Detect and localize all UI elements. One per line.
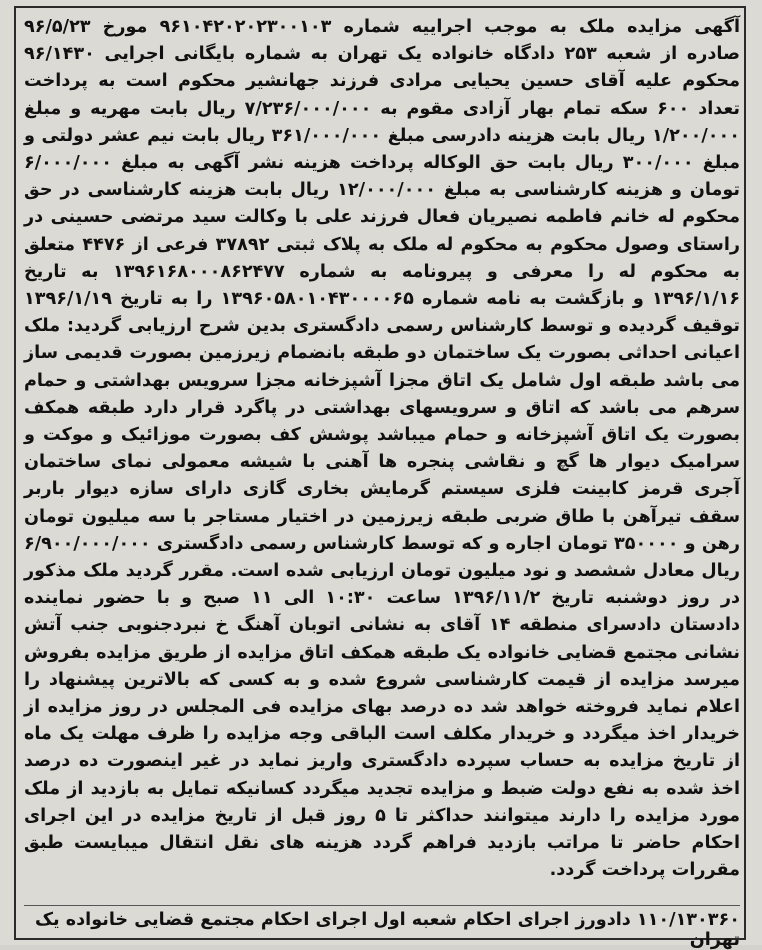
notice-signature: ۱۱۰/۱۳۰۳۶۰ دادورز اجرای احکام شعبه اول اجرای احکام مجتمع قضایی خانواده یک تهران (24, 905, 740, 950)
notice-body: آگهی مزایده ملک به موجب اجراییه شماره ۹۶۱۰۴۲۰۲۰۲۳۰۰۱۰۳ مورخ ۹۶/۵/۲۳ صادره از شعبه ۲۵۳ دادگاه خانواده یک تهران به شماره بایگانی اجرایی ۹۶/۱۴۳۰ محکوم علیه آقای حسین یحیایی مرادی فرزند جهانشیر محکوم است به پرداخت تعداد ۶۰۰ سکه تمام بهار آزادی مقوم به ۷/۲۳۶/۰۰۰/۰۰۰ ریال بابت مهریه و مبلغ ۱/۲۰۰/۰۰۰ ریال بابت هزینه دادرسی مبلغ ۳۶۱/۰۰۰/۰۰۰ ریال بابت نیم عشر دولتی و مبلغ ۳۰۰/۰۰۰ ریال بابت حق الوکاله پرداخت هزینه نشر آگهی به مبلغ ۶/۰۰۰/۰۰۰ تومان و هزینه کارشناسی به مبلغ ۱۲/۰۰۰/۰۰۰ ریال بابت هزینه کارشناسی در حق محکوم له خانم فاطمه نصیریان فعال فرزند علی با وکالت سید مرتضی حسینی در راستای وصول محکوم به محکوم له ملک به پلاک ثبتی ۳۷۸۹۲ فرعی از ۴۴۷۶ متعلق به محکوم له را معرفی و پیرونامه به شماره ۱۳۹۶۱۶۸۰۰۰۸۶۲۴۷۷ به تاریخ ۱۳۹۶/۱/۱۶ و بازگشت به نامه شماره ۱۳۹۶۰۵۸۰۱۰۴۳۰۰۰۰۶۵ را به تاریخ ۱۳۹۶/۱/۱۹ توقیف گردیده و توسط کارشناس رسمی دادگستری بدین شرح ارزیابی گردید: ملک اعیانی احداثی بصورت یک ساختمان دو طبقه بانضمام زیرزمین بصورت قدیمی ساز می باشد طبقه اول شامل یک اتاق مجزا آشپزخانه مجزا سرویس بهداشتی و حمام سرهم می باشد که اتاق و سرویسهای بهداشتی در پاگرد قرار دارد طبقه همکف بصورت یک اتاق آشپزخانه و حمام میباشد پوشش کف بصورت موزائیک و موکت و سرامیک دیوار ها گچ و نقاشی پنجره ها آهنی با شیشه معمولی نمای ساختمان آجری قرمز کابینت فلزی سیستم گرمایش بخاری گازی دارای سازه دیوار باربر سقف تیرآهن با طاق ضربی طبقه زیرزمین در اختیار مستاجر با سه میلیون تومان رهن و ۳۵۰۰۰۰ تومان اجاره و که توسط کارشناس رسمی دادگستری ۶/۹۰۰/۰۰۰/۰۰۰ ریال معادل ششصد و نود میلیون تومان ارزیابی شده است. مقرر گردید ملک مذکور در روز دوشنبه تاریخ ۱۳۹۶/۱۱/۲ ساعت ۱۰:۳۰ الی ۱۱ صبح و با حضور نماینده دادستان دادسرای منطقه ۱۴ آقای به نشانی اتوبان آهنگ خ نبردجنوبی جنب آتش نشانی مجتمع قضایی خانواده یک طبقه همکف اتاق مزایده از طریق مزایده بفروش میرسد مزایده از قیمت کارشناسی شروع شده و به کسی که بالاترین پیشنهاد را اعلام نماید فروخته خواهد شد ده درصد بهای مزایده فی المجلس در روز مزایده از خریدار اخذ میگردد و خریدار مکلف است الباقی وجه مزایده را ظرف مهلت یک ماه از تاریخ مزایده به حساب سپرده دادگستری واریز نماید در غیر اینصورت ده درصد اخذ شده به نفع دولت ضبط و مزایده تجدید میگردد کسانیکه تمایل به بازدید از ملک مورد مزایده را دارند میتوانند حداکثر تا ۵ روز قبل از تاریخ مزایده در این اجرای احکام حاضر تا مراتب بازدید فراهم گردد هزینه های نقل انتقال میبایست طبق مقررات پرداخت گردد. (24, 17, 741, 881)
auction-notice (24, 14, 740, 885)
